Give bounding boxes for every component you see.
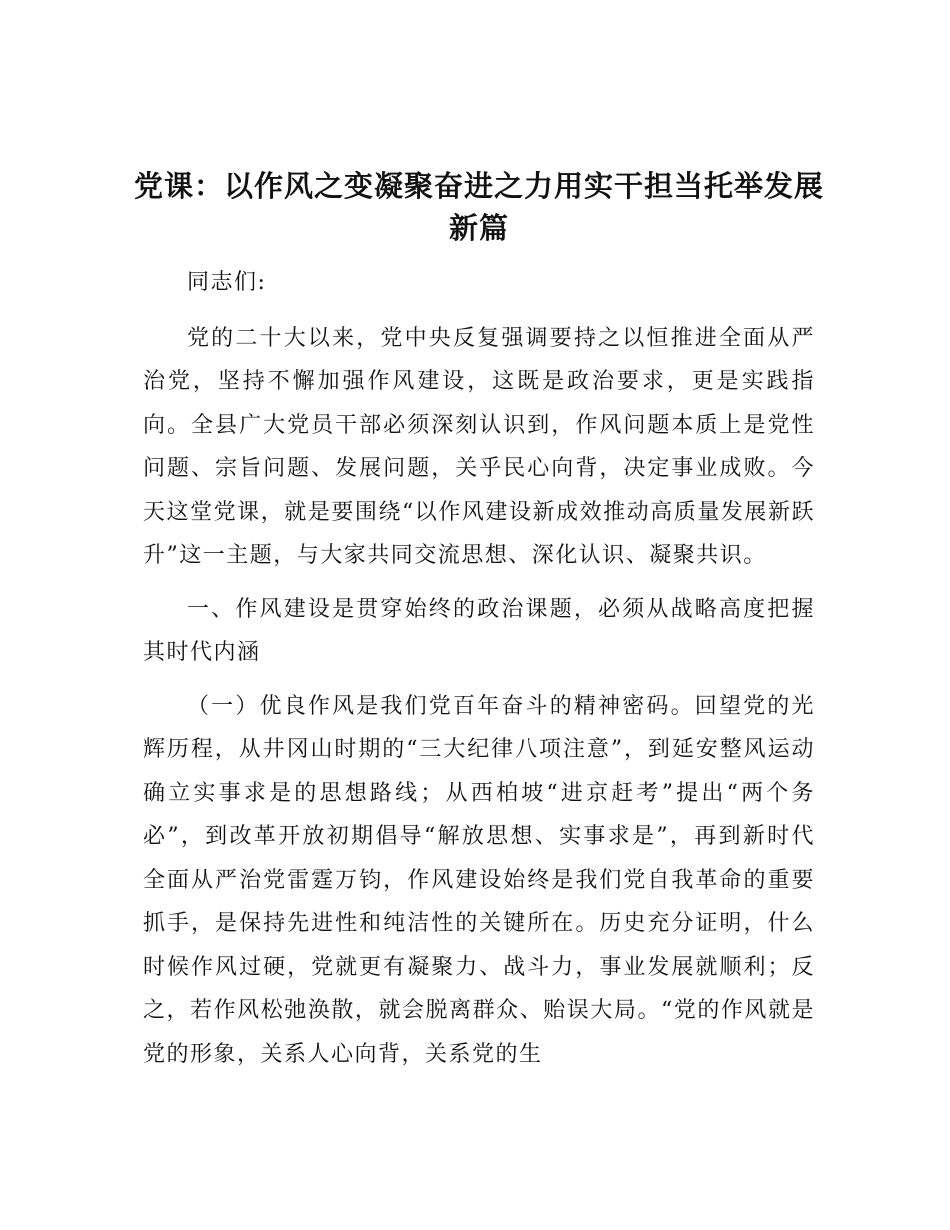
document-title: 党课：以作风之变凝聚奋进之力用实干担当托举发展新篇 [133,169,824,245]
document-page [133,165,824,1086]
document-body [143,261,815,1076]
section-heading-1: 一、作风建设是贯穿始终的政治课题，必须从战略高度把握其时代内涵 [143,596,815,665]
paragraph-intro: 党的二十大以来，党中央反复强调要持之以恒推进全面从严治党，坚持不懈加强作风建设，这既是政治要求，更是实践指向。全县广大党员干部必须深刻认识到，作风问题本质上是党性问题、宗旨问题、发展问题，关乎民心向背，决定事业成败。今天这堂党课，就是要围绕“以作风建设新成效推动高质量发展新跃升”这一主题，与大家共同交流思想、深化认识、凝聚共识。 [143,325,815,568]
paragraph-section-1-1: （一）优良作风是我们党百年奋斗的精神密码。回望党的光辉历程，从井冈山时期的“三大纪律八项注意”，到延安整风运动确立实事求是的思想路线；从西柏坡“进京赶考”提出“两个务必”，到改革开放初期倡导“解放思想、实事求是”，再到新时代全面从严治党雷霆万钧，作风建设始终是我们党自我革命的重要抓手，是保持先进性和纯洁性的关键所在。历史充分证明，什么时候作风过硬，党就更有凝聚力、战斗力，事业发展就顺利；反之，若作风松弛涣散，就会脱离群众、贻误大局。“党的作风就是党的形象，关系人心向背，关系党的生 [143,693,815,1067]
salutation: 同志们: [187,270,267,295]
